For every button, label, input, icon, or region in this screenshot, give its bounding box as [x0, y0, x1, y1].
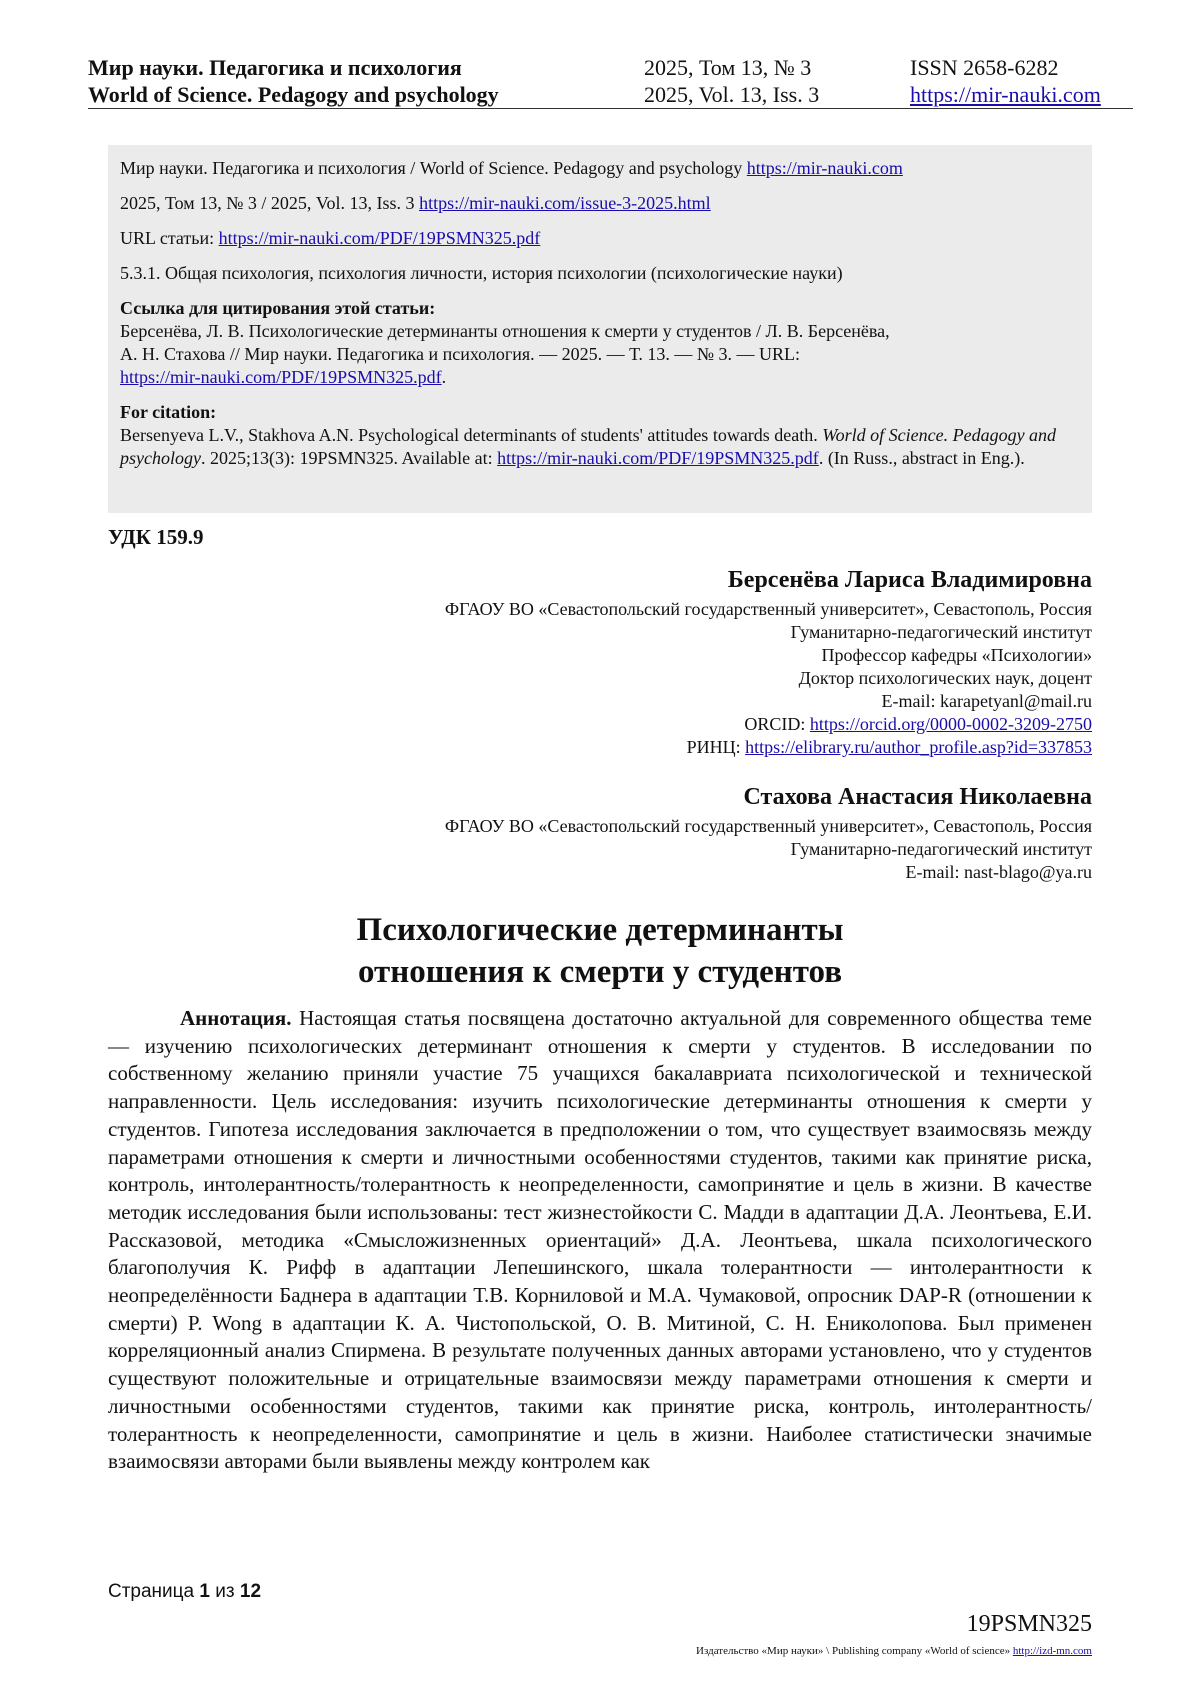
page-current: 1: [199, 1581, 210, 1602]
article-title-line2: отношения к смерти у студентов: [357, 954, 843, 990]
author-email: E-mail: karapetyanl@mail.ru: [881, 691, 1092, 711]
issue-ru: 2025, Том 13, № 3: [644, 55, 812, 80]
citation-en-link[interactable]: https://mir-nauki.com/PDF/19PSMN325.pdf: [497, 448, 819, 468]
author-orcid: [445, 713, 1092, 736]
citation-ru: Ссылка для цитирования этой статьи: Берсенёва, Л. В. Психологические детерминанты отношения к смерти у студентов / Л. В. Берсенёва, А. Н. Стахова // Мир науки. Педагогика и психология. — 2025. — Т. 13. — № 3. — URL: https://mir-nauki.com/PDF/19PSMN325.pdf.: [120, 298, 890, 387]
author-block-2: [445, 782, 1092, 884]
info-line-url: [120, 227, 1080, 250]
page-separator: из: [215, 1581, 235, 1602]
page-prefix: Страница: [108, 1581, 195, 1602]
journal-header: [88, 52, 1133, 109]
info-line-specialty: 5.3.1. Общая психология, психология личности, история психологии (психологические науки): [120, 263, 843, 283]
issue-block: [644, 54, 819, 108]
info-line-issue: [120, 192, 1080, 215]
rinc-link[interactable]: https://elibrary.ru/author_profile.asp?id=337853: [745, 737, 1092, 757]
author-name: Стахова Анастасия Николаевна: [743, 784, 1092, 810]
author-institute: Гуманитарно-педагогический институт: [790, 839, 1092, 859]
issue-en: 2025, Vol. 13, Iss. 3: [644, 82, 820, 107]
citation-en: [120, 401, 1080, 470]
udk-code: УДК 159.9: [108, 525, 204, 549]
issn-block: [910, 54, 1101, 108]
citation-ru-text2: А. Н. Стахова // Мир науки. Педагогика и психология. — 2025. — Т. 13. — № 3. — URL:: [120, 344, 801, 364]
article-code: 19PSMN325: [966, 1611, 1092, 1637]
info-url-label: URL статьи:: [120, 228, 215, 248]
orcid-link[interactable]: https://orcid.org/0000-0002-3209-2750: [809, 714, 1092, 734]
info-issue-link[interactable]: https://mir-nauki.com/issue-3-2025.html: [419, 193, 711, 213]
author-position: Профессор кафедры «Психологии»: [821, 645, 1092, 665]
author-institute: Гуманитарно-педагогический институт: [790, 622, 1092, 642]
page-total: 12: [239, 1581, 262, 1602]
abstract-text: Настоящая статья посвящена достаточно актуальной для современного общества теме — изучению психологических детерминант отношения к смерти у студентов. В исследовании по собственному желанию приняли участие 75 учащихся бакалавриата психологической и технической направленности. Цель исследования: изучить психологические детерминанты отношения к смерти у студентов. Гипотеза исследования заключается в предположении о том, что существует взаимосвязь между параметрами отношения к смерти и личностными особенностями студентов, такими как принятие риска, контроль, интолерантность/толерантность к неопределенности, самопринятие и цель в жизни. В качестве методик исследования были использованы: тест жизнестойкости С. Мадди в адаптации Д.А. Леонтьева, Е.И. Рассказовой, методика «Смысложизненных ориентаций» Д.А. Леонтьева, шкала психологического благополучия К. Рифф в адаптации Лепешинского, шкала толерантности — интолерантности к неопределённости Баднера в адаптации Т.В. Корниловой и М.А. Чумаковой, опросник DAP-R (отношении к смерти) P. Wong в адаптации К. А. Чистопольской, О. В. Митиной, С. Н. Ениколопова. Был применен корреляционный анализ Спирмена. В результате полученных данных авторами установлено, что у студентов существуют положительные и отрицательные взаимосвязи между параметрами отношения к смерти и личностными особенностями студентов, такими как принятие риска, контроль, интолерантность/толерантность к неопределенности, самопринятие и цель в жизни. Наиболее статистически значимые взаимосвязи авторами были выявлены между контролем как: [108, 1006, 1093, 1474]
article-title: [108, 909, 1092, 993]
journal-title-en: World of Science. Pedagogy and psychology: [88, 82, 499, 107]
info-article-link[interactable]: https://mir-nauki.com/PDF/19PSMN325.pdf: [218, 228, 541, 248]
citation-en-text1: Bersenyeva L.V., Stakhova A.N. Psychological determinants of students' attitudes towards death.: [120, 425, 818, 445]
author-block-1: [445, 565, 1092, 759]
author-org: ФГАОУ ВО «Севастопольский государственный университет», Севастополь, Россия: [444, 599, 1092, 619]
issn: ISSN 2658-6282: [910, 55, 1059, 80]
journal-title-block: [88, 54, 499, 108]
rinc-label: РИНЦ:: [686, 737, 741, 757]
info-journal-link[interactable]: https://mir-nauki.com: [746, 158, 903, 178]
author-org: ФГАОУ ВО «Севастопольский государственный университет», Севастополь, Россия: [444, 816, 1092, 836]
abstract-label: Аннотация.: [180, 1006, 292, 1030]
orcid-label: ORCID:: [744, 714, 806, 734]
citation-ru-link[interactable]: https://mir-nauki.com/PDF/19PSMN325.pdf: [120, 367, 442, 387]
info-issue-text: 2025, Том 13, № 3 / 2025, Vol. 13, Iss. 3: [120, 193, 415, 213]
citation-ru-label: Ссылка для цитирования этой статьи:: [120, 298, 436, 318]
publisher-line: [696, 1645, 1092, 1657]
author-degree: Доктор психологических наук, доцент: [798, 668, 1092, 688]
citation-en-journal: World of Science. Pedagogy and psychology: [120, 425, 1057, 468]
publisher-text: Издательство «Мир науки» \ Publishing company «World of science»: [696, 1645, 1011, 1657]
author-name: Берсенёва Лариса Владимировна: [727, 567, 1092, 593]
citation-en-label: For citation:: [120, 402, 217, 422]
citation-en-text2: . 2025;13(3): 19PSMN325. Available at:: [200, 448, 493, 468]
citation-info-box: [108, 145, 1092, 513]
abstract: [108, 1005, 1092, 1476]
info-journal-text: Мир науки. Педагогика и психология / World of Science. Pedagogy and psychology: [120, 158, 743, 178]
citation-ru-text1: Берсенёва, Л. В. Психологические детерминанты отношения к смерти у студентов / Л. В. Берсенёва,: [120, 321, 890, 341]
author-email: E-mail: nast-blago@ya.ru: [905, 862, 1092, 882]
site-link[interactable]: https://mir-nauki.com: [910, 82, 1101, 107]
publisher-link[interactable]: http://izd-mn.com: [1012, 1645, 1092, 1657]
article-title-line1: Психологические детерминанты: [356, 912, 844, 948]
citation-en-text3: . (In Russ., abstract in Eng.).: [818, 448, 1025, 468]
info-line-journal: [120, 157, 1080, 180]
journal-title-ru: Мир науки. Педагогика и психология: [88, 55, 462, 80]
author-rinc: [445, 736, 1092, 759]
page-counter: [108, 1581, 261, 1603]
